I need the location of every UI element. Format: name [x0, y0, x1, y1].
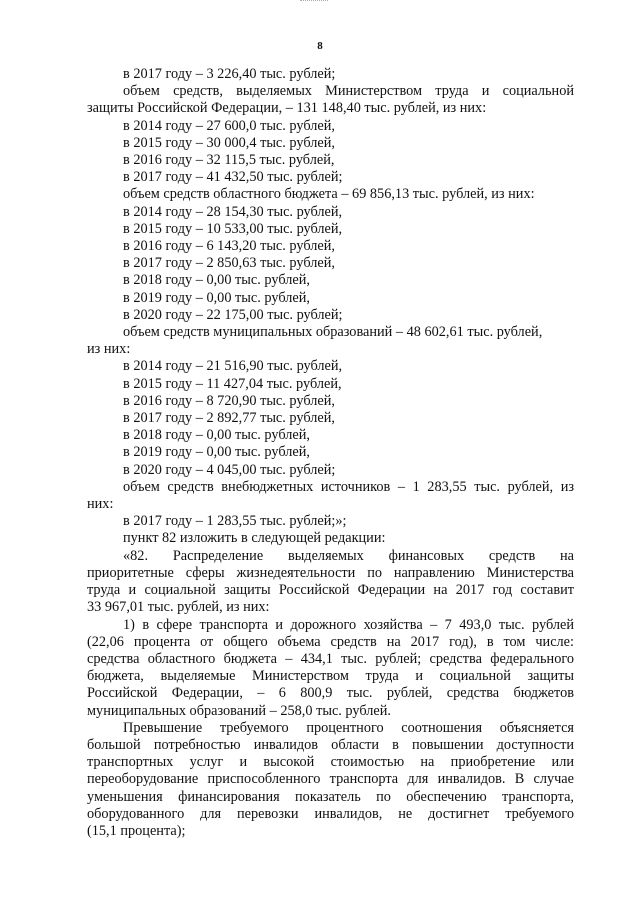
text-line: защиты Российской Федерации, – 131 148,40 тыс. рублей, из них:	[87, 100, 487, 117]
text-line: в 2017 году – 41 432,50 тыс. рублей;	[123, 169, 343, 186]
text-line: в 2014 году – 28 154,30 тыс. рублей,	[123, 203, 343, 220]
text-line: в 2017 году – 1 283,55 тыс. рублей;»;	[123, 513, 347, 530]
text-line: приоритетные сферы жизнедеятельности по направлению Министерства	[87, 564, 574, 581]
text-line: в 2017 году – 2 850,63 тыс. рублей,	[123, 255, 335, 272]
text-line: них:	[87, 496, 114, 513]
text-line: муниципальных образований – 258,0 тыс. рублей.	[87, 702, 391, 719]
text-line: в 2017 году – 3 226,40 тыс. рублей;	[123, 66, 336, 82]
text-line: 33 967,01 тыс. рублей, из них:	[87, 599, 270, 616]
text-line: 1) в сфере транспорта и дорожного хозяйства – 7 493,0 тыс. рублей	[123, 616, 574, 633]
text-line: из них:	[87, 341, 131, 358]
text-line: (15,1 процента);	[87, 822, 186, 839]
text-line: в 2016 году – 8 720,90 тыс. рублей,	[123, 392, 335, 409]
text-line: в 2019 году – 0,00 тыс. рублей,	[123, 289, 310, 306]
text-line: транспортных услуг и высокой стоимостью на приобретение или	[87, 754, 574, 771]
text-line: пункт 82 изложить в следующей редакции:	[123, 530, 386, 547]
text-line: объем средств муниципальных образований – 48 602,61 тыс. рублей,	[123, 324, 543, 341]
text-line: в 2018 году – 0,00 тыс. рублей,	[123, 272, 310, 289]
text-line: в 2017 году – 2 892,77 тыс. рублей,	[123, 410, 335, 427]
text-line: (22,06 процента от общего объема средств на 2017 год), в том числе:	[87, 633, 574, 650]
text-line: в 2015 году – 11 427,04 тыс. рублей,	[123, 375, 342, 392]
text-line: объем средств областного бюджета – 69 856,13 тыс. рублей, из них:	[123, 186, 535, 203]
text-line: в 2020 году – 4 045,00 тыс. рублей;	[123, 461, 336, 478]
text-line: в 2018 году – 0,00 тыс. рублей,	[123, 427, 310, 444]
text-line: в 2016 году – 6 143,20 тыс. рублей,	[123, 238, 335, 255]
text-line: средства областного бюджета – 434,1 тыс. рублей; средства федерального	[87, 650, 574, 667]
text-line: в 2020 году – 22 175,00 тыс. рублей;	[123, 306, 343, 323]
text-line: труда и социальной защиты Российской Федерации на 2017 год составит	[87, 582, 574, 599]
text-line: уменьшения финансирования показатель по обеспечению транспорта,	[87, 788, 574, 805]
text-line: в 2014 году – 27 600,0 тыс. рублей,	[123, 117, 335, 134]
text-line: объем средств, выделяемых Министерством труда и социальной	[123, 83, 574, 100]
text-line: в 2015 году – 30 000,4 тыс. рублей,	[123, 134, 335, 151]
document-body	[87, 66, 574, 840]
text-line: объем средств внебюджетных источников – 1 283,55 тыс. рублей, из	[123, 478, 574, 495]
text-line: бюджета, выделяемые Министерством труда и социальной защиты	[87, 668, 574, 685]
text-line: в 2016 году – 32 115,5 тыс. рублей,	[123, 152, 335, 169]
text-line: оборудованного для перевозки инвалидов, не достигнет требуемого	[87, 805, 574, 822]
top-scan-mark	[300, 0, 328, 3]
text-line: «82. Распределение выделяемых финансовых средств на	[123, 547, 574, 564]
text-line: в 2014 году – 21 516,90 тыс. рублей,	[123, 358, 343, 375]
text-line: большой потребностью инвалидов области в повышении доступности	[87, 736, 574, 753]
text-line: Российской Федерации, – 6 800,9 тыс. рублей, средства бюджетов	[87, 685, 574, 702]
text-line: переоборудование приспособленного транспорта для инвалидов. В случае	[87, 771, 574, 788]
text-line: в 2015 году – 10 533,00 тыс. рублей,	[123, 220, 343, 237]
text-line: в 2019 году – 0,00 тыс. рублей,	[123, 444, 310, 461]
page-number: 8	[317, 40, 323, 52]
text-line: Превышение требуемого процентного соотношения объясняется	[123, 719, 574, 736]
